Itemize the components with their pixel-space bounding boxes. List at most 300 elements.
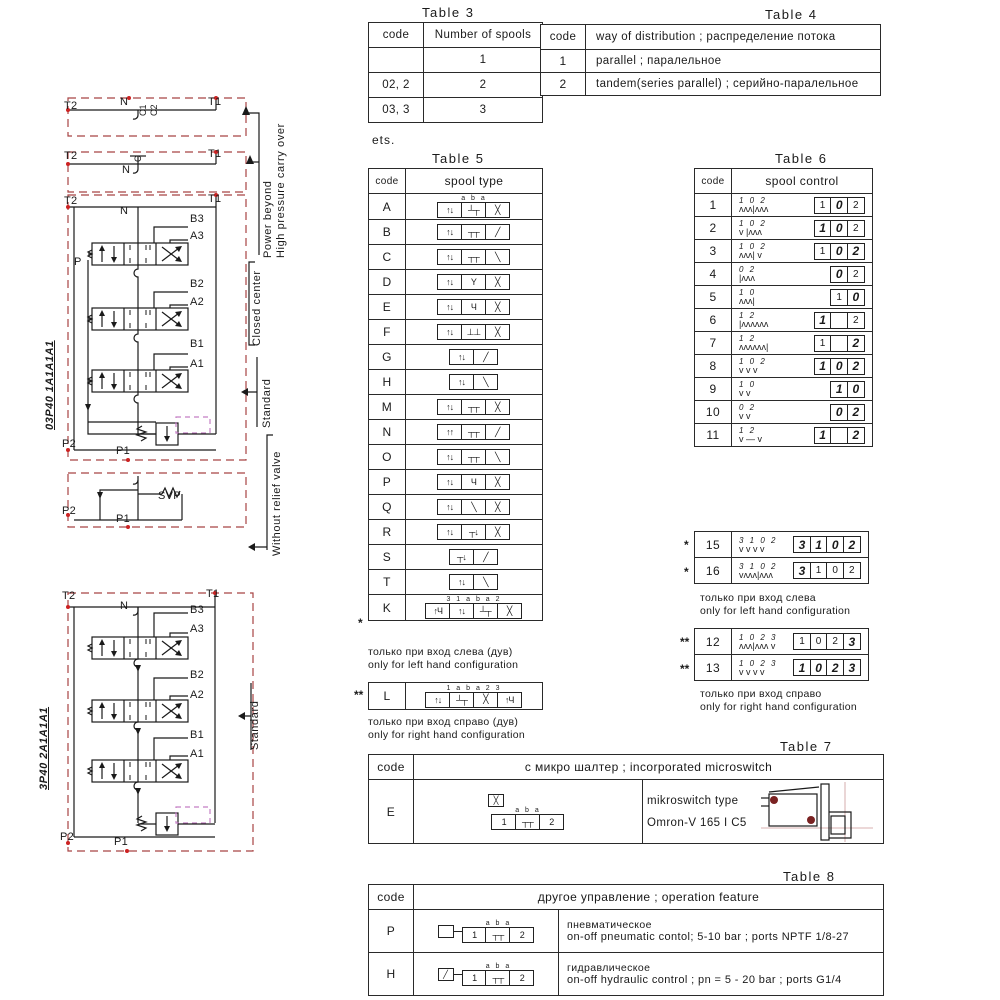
control-code: 6 bbox=[695, 309, 732, 332]
t5-row bbox=[369, 245, 543, 270]
table-6-extra-right bbox=[694, 628, 869, 681]
valve-symbol bbox=[450, 549, 498, 565]
port-label-p2: P2 bbox=[62, 505, 77, 517]
spool-code: D bbox=[369, 270, 406, 295]
spool-code: N bbox=[369, 420, 406, 445]
table3-footnote: ets. bbox=[372, 133, 396, 147]
spool-type-cell bbox=[406, 320, 543, 345]
t3-cell: 2 bbox=[424, 73, 543, 98]
t7-header-code: code bbox=[369, 755, 414, 780]
control-glyph-stack bbox=[739, 537, 777, 553]
position-boxes bbox=[815, 427, 865, 444]
spring-detent-glyph: |ʌʌʌʌʌʌ bbox=[739, 319, 769, 329]
t6-header-control: spool control bbox=[732, 169, 873, 194]
valve-section: 2 bbox=[539, 814, 564, 830]
port-label-n: N bbox=[122, 164, 131, 176]
table-5-l-row bbox=[368, 682, 543, 710]
spool-control-cell bbox=[732, 217, 873, 240]
position-box: 2 bbox=[847, 312, 865, 329]
side-label-power-beyond bbox=[262, 123, 288, 258]
port-label-t1: T1 bbox=[208, 193, 222, 205]
t8-row-code: H bbox=[369, 953, 414, 996]
position-boxes bbox=[832, 404, 865, 421]
spool-control-cell bbox=[732, 655, 869, 681]
position-numbers: 1 0 2 3 bbox=[739, 632, 778, 642]
port-label-b1: B1 bbox=[190, 338, 205, 350]
position-box: 1 bbox=[810, 562, 828, 579]
port-label-a1: A1 bbox=[190, 358, 205, 370]
spool-code: M bbox=[369, 395, 406, 420]
table5-title: Table 5 bbox=[432, 151, 485, 166]
position-boxes bbox=[795, 536, 861, 553]
valve-symbol bbox=[492, 796, 563, 830]
port-label-p2: P2 bbox=[62, 438, 77, 450]
position-boxes bbox=[815, 243, 865, 260]
valve-symbol bbox=[426, 692, 521, 708]
control-code: 1 bbox=[695, 194, 732, 217]
t6-row bbox=[695, 655, 869, 681]
spool-control-cell bbox=[732, 532, 869, 558]
position-boxes bbox=[815, 358, 865, 375]
table-5 bbox=[368, 168, 543, 621]
port-label-t2: T2 bbox=[64, 150, 78, 162]
spring-detent-glyph: ʌʌʌʌʌʌ| bbox=[739, 342, 769, 352]
spool-control-cell bbox=[732, 355, 873, 378]
model-label-bottom: 3P40 2A1A1A1 bbox=[38, 706, 50, 790]
spool-control-cell bbox=[732, 332, 873, 355]
t6-row bbox=[695, 532, 869, 558]
position-box: 1 bbox=[830, 381, 848, 398]
valve-section: ╳ bbox=[485, 399, 510, 415]
port-label-p1: P1 bbox=[116, 513, 131, 525]
spool-control-cell bbox=[732, 629, 869, 655]
t8-row0-en: on-off pneumatic contol; 5-10 bar ; ports NPTF 1/8-27 bbox=[567, 931, 850, 943]
t5-row bbox=[369, 495, 543, 520]
table-7 bbox=[368, 754, 884, 844]
spring-detent-glyph: ʌʌʌ| v bbox=[739, 250, 762, 260]
t3-cell bbox=[369, 48, 424, 73]
port-label-b3: B3 bbox=[190, 213, 205, 225]
t3-cell: 1 bbox=[424, 48, 543, 73]
t5-row bbox=[369, 445, 543, 470]
position-numbers: 1 0 bbox=[739, 288, 757, 297]
valve-section: ┬┬ bbox=[461, 449, 486, 465]
position-boxes bbox=[815, 220, 865, 237]
port-label-p1: P1 bbox=[114, 836, 129, 848]
t5-header-type: spool type bbox=[406, 169, 543, 194]
position-box: 0 bbox=[810, 659, 828, 676]
control-glyph-stack bbox=[739, 312, 768, 328]
valve-ticks: a b a bbox=[515, 807, 541, 814]
valve-section: ↑↓ bbox=[437, 224, 462, 240]
control-glyph-stack bbox=[739, 289, 756, 305]
valve-section: 2 bbox=[509, 927, 534, 943]
valve-symbol bbox=[450, 374, 498, 390]
t6-row bbox=[695, 378, 873, 401]
spool-control-cell bbox=[732, 286, 873, 309]
valve-section: ┬┬ bbox=[461, 399, 486, 415]
t6-row bbox=[695, 217, 873, 240]
t5-note-right bbox=[368, 716, 525, 742]
valve-section: ╳ bbox=[485, 324, 510, 340]
t5-note-right-ru: только при вход справо (дув) bbox=[368, 716, 519, 728]
position-numbers: 0 2 bbox=[739, 403, 757, 412]
table4-title: Table 4 bbox=[765, 7, 818, 22]
position-box: 0 bbox=[830, 358, 848, 375]
valve-section: 2 bbox=[509, 970, 534, 986]
control-code: 7 bbox=[695, 332, 732, 355]
valve-symbol bbox=[463, 970, 534, 986]
t3-cell: 02, 2 bbox=[369, 73, 424, 98]
t6-note-left-en: only for left hand configuration bbox=[700, 605, 851, 617]
port-label-b1: B1 bbox=[190, 729, 205, 741]
position-boxes bbox=[832, 266, 865, 283]
position-box: 0 bbox=[847, 381, 865, 398]
valve-section: Ч bbox=[461, 299, 486, 315]
table-6-extra-left bbox=[694, 531, 869, 584]
t5-row bbox=[369, 220, 543, 245]
control-glyph-stack bbox=[739, 404, 756, 420]
valve-section: ↑↓ bbox=[449, 574, 474, 590]
valve-section: ↑↓ bbox=[449, 603, 474, 619]
port-label-t2: T2 bbox=[64, 100, 78, 112]
position-box: 0 bbox=[830, 220, 848, 237]
valve-symbol bbox=[438, 274, 509, 290]
t5-row bbox=[369, 683, 543, 710]
port-label-t2: T2 bbox=[64, 195, 78, 207]
model-label-top: 03P40 1A1A1A1 bbox=[44, 340, 56, 430]
valve-section: ↑↓ bbox=[437, 249, 462, 265]
spool-type-cell bbox=[406, 545, 543, 570]
valve-section: ┬┬ bbox=[461, 224, 486, 240]
control-glyph-stack bbox=[739, 243, 767, 259]
valve-section: ┴┬ bbox=[473, 603, 498, 619]
t6-row bbox=[695, 401, 873, 424]
spool-code: O bbox=[369, 445, 406, 470]
spring-detent-glyph: ʌʌʌ|ʌʌʌ v bbox=[739, 640, 776, 651]
spool-type-cell bbox=[406, 495, 543, 520]
t7-symbol-cell bbox=[414, 780, 643, 844]
spool-control-cell bbox=[732, 194, 873, 217]
position-numbers: 3 1 0 2 bbox=[739, 561, 778, 571]
valve-section: ↑Ч bbox=[425, 603, 450, 619]
valve-ticks: 1 a b a 2 3 bbox=[446, 684, 502, 692]
t5-row bbox=[369, 345, 543, 370]
spool-type-cell bbox=[406, 194, 543, 220]
spring-detent-glyph: v v v bbox=[739, 365, 758, 375]
spool-code: F bbox=[369, 320, 406, 345]
spring-detent-glyph: v — v bbox=[739, 434, 763, 444]
t8-valve-symbol bbox=[438, 963, 534, 986]
side-label-standard-bottom: Standard bbox=[249, 700, 261, 750]
spring-detent-glyph: v v v v bbox=[739, 666, 765, 677]
t6-header-code: code bbox=[695, 169, 732, 194]
control-glyph-stack bbox=[739, 660, 777, 676]
valve-symbol bbox=[438, 499, 509, 515]
spring-detent-glyph: |ʌʌʌ bbox=[739, 273, 755, 283]
table-4 bbox=[540, 24, 881, 96]
position-box: 1 bbox=[814, 358, 832, 375]
position-box: 1 bbox=[793, 633, 811, 650]
control-glyph-stack bbox=[739, 197, 768, 213]
power-beyond-line2: High pressure carry over bbox=[275, 123, 287, 258]
t6-row bbox=[695, 355, 873, 378]
valve-section: 1 bbox=[462, 927, 487, 943]
valve-section: ↑↓ bbox=[437, 324, 462, 340]
position-numbers: 1 2 bbox=[739, 334, 757, 343]
spool-code: H bbox=[369, 370, 406, 395]
t5-note-left-ru: только при вход слева (дув) bbox=[368, 646, 513, 658]
port-label-a1: A1 bbox=[190, 748, 205, 760]
spool-type-cell bbox=[406, 395, 543, 420]
position-box: 2 bbox=[843, 562, 861, 579]
t7-line1: mikroswitch type bbox=[647, 794, 739, 807]
table8-title: Table 8 bbox=[783, 869, 836, 884]
valve-section: ┴┬ bbox=[449, 692, 474, 708]
valve-section: 1 bbox=[462, 970, 487, 986]
t5-row bbox=[369, 545, 543, 570]
valve-section: Y bbox=[461, 274, 486, 290]
spool-code: Q bbox=[369, 495, 406, 520]
position-box: 1 bbox=[814, 335, 832, 352]
port-label-svp: SVP bbox=[158, 490, 181, 502]
t5-row bbox=[369, 395, 543, 420]
port-label-t2: T2 bbox=[62, 590, 76, 602]
valve-section: ┬┬ bbox=[515, 814, 540, 830]
valve-symbol bbox=[438, 424, 509, 440]
spring-detent-glyph: v |ʌʌʌ bbox=[739, 227, 762, 237]
port-label-p1: P1 bbox=[116, 445, 131, 457]
spool-type-cell bbox=[406, 420, 543, 445]
valve-section: 1 bbox=[491, 814, 516, 830]
spool-code: B bbox=[369, 220, 406, 245]
side-label-without-relief: Without relief valve bbox=[271, 451, 283, 556]
valve-symbol bbox=[438, 202, 509, 218]
table-6 bbox=[694, 168, 873, 447]
side-label-closed-center: Closed center bbox=[251, 270, 263, 346]
t4-cell: tandem(series parallel) ; серийно-паралельное bbox=[586, 73, 881, 96]
position-box: 1 bbox=[814, 220, 832, 237]
position-box: 2 bbox=[847, 358, 865, 375]
position-box: 0 bbox=[826, 536, 844, 553]
valve-symbol bbox=[438, 324, 509, 340]
valve-section: ↑↓ bbox=[437, 499, 462, 515]
t6-row bbox=[695, 332, 873, 355]
double-asterisk-mark: ** bbox=[680, 662, 690, 676]
position-box: 0 bbox=[830, 197, 848, 214]
spool-code: C bbox=[369, 245, 406, 270]
control-code: 2 bbox=[695, 217, 732, 240]
position-box: 2 bbox=[847, 197, 865, 214]
control-glyph-stack bbox=[739, 563, 777, 579]
asterisk-mark: * bbox=[684, 538, 689, 552]
valve-section: ↑↑ bbox=[437, 424, 462, 440]
t6-row bbox=[695, 309, 873, 332]
spool-control-cell bbox=[732, 558, 869, 584]
position-boxes bbox=[832, 381, 865, 398]
table6-title: Table 6 bbox=[775, 151, 828, 166]
spool-type-cell bbox=[406, 245, 543, 270]
t6-row bbox=[695, 263, 873, 286]
spool-type-cell bbox=[406, 683, 543, 710]
valve-symbol bbox=[438, 920, 534, 943]
position-numbers: 1 0 2 bbox=[739, 357, 767, 366]
control-code: 8 bbox=[695, 355, 732, 378]
port-label-t1: T1 bbox=[208, 148, 222, 160]
t8-row1-ru: гидравлическое bbox=[567, 962, 651, 974]
table-3 bbox=[368, 22, 543, 123]
control-code: 12 bbox=[695, 629, 732, 655]
spool-control-cell bbox=[732, 263, 873, 286]
valve-symbol bbox=[492, 814, 563, 830]
valve-section: ↑↓ bbox=[437, 202, 462, 218]
position-numbers: 3 1 0 2 bbox=[739, 535, 778, 545]
valve-symbol bbox=[438, 449, 509, 465]
t6-note-right-en: only for right hand configuration bbox=[700, 701, 857, 713]
port-label-n: N bbox=[120, 205, 129, 217]
t5-row bbox=[369, 295, 543, 320]
position-boxes bbox=[815, 312, 865, 329]
spool-code: K bbox=[369, 595, 406, 621]
valve-ticks: a b a bbox=[485, 919, 512, 927]
t5-row bbox=[369, 270, 543, 295]
spool-control-cell bbox=[732, 309, 873, 332]
position-box: 0 bbox=[830, 404, 848, 421]
spool-code: L bbox=[369, 683, 406, 710]
spring-detent-glyph: v v v v bbox=[739, 543, 765, 554]
position-box: 1 bbox=[814, 427, 832, 444]
spool-type-cell bbox=[406, 520, 543, 545]
position-box: 2 bbox=[826, 659, 844, 676]
position-box bbox=[830, 312, 848, 329]
port-label-p: P bbox=[74, 256, 82, 268]
control-code: 13 bbox=[695, 655, 732, 681]
t6-row bbox=[695, 629, 869, 655]
valve-section: ↑↓ bbox=[437, 274, 462, 290]
port-label-a3: A3 bbox=[190, 623, 205, 635]
double-asterisk-mark: ** bbox=[354, 688, 364, 702]
t7-row-code: E bbox=[369, 780, 414, 844]
valve-section: ↑↓ bbox=[437, 449, 462, 465]
position-box: 2 bbox=[847, 335, 865, 352]
valve-section: ╲ bbox=[461, 499, 486, 515]
t4-header-code: code bbox=[541, 25, 586, 50]
position-box: 2 bbox=[847, 404, 865, 421]
position-box: 2 bbox=[847, 427, 865, 444]
position-box: 1 bbox=[793, 659, 811, 676]
spring-detent-glyph: ʌʌʌ|ʌʌʌ bbox=[739, 204, 769, 214]
t7-line2: Omron-V 165 I C5 bbox=[647, 816, 747, 829]
valve-section: ╲ bbox=[485, 449, 510, 465]
position-box: 1 bbox=[814, 312, 832, 329]
port-label-c2: C2 bbox=[149, 104, 159, 116]
port-label-c1: C1 bbox=[138, 104, 148, 116]
position-numbers: 1 0 2 bbox=[739, 196, 767, 205]
t6-row bbox=[695, 194, 873, 217]
port-label-b2: B2 bbox=[190, 669, 205, 681]
valve-section: ↑↓ bbox=[449, 349, 474, 365]
t8-valve-symbol bbox=[438, 920, 534, 943]
port-label-a3: A3 bbox=[190, 230, 205, 242]
position-numbers: 1 0 2 3 bbox=[739, 658, 778, 668]
valve-section: ╲ bbox=[473, 574, 498, 590]
t8-row0-ru: пневматическое bbox=[567, 919, 652, 931]
t3-cell: 03, 3 bbox=[369, 98, 424, 123]
position-numbers: 1 0 bbox=[739, 380, 757, 389]
position-box: 1 bbox=[814, 243, 832, 260]
power-beyond-line1: Power beyond bbox=[262, 180, 274, 258]
valve-symbol bbox=[450, 349, 498, 365]
valve-section: ╳ bbox=[485, 524, 510, 540]
t7-valve-symbol bbox=[492, 796, 563, 830]
position-box: 0 bbox=[830, 266, 848, 283]
t5-note-left-en: only for left hand configuration bbox=[368, 659, 519, 671]
control-code: 4 bbox=[695, 263, 732, 286]
t5-note-left bbox=[368, 646, 518, 672]
position-numbers: 1 2 bbox=[739, 311, 757, 320]
spring-detent-glyph: v v bbox=[739, 388, 751, 398]
t8-symbol-cell bbox=[414, 910, 559, 953]
t5-row bbox=[369, 194, 543, 220]
pilot-box: ╳ bbox=[488, 794, 504, 807]
t6-note-right-ru: только при вход справо bbox=[700, 688, 822, 700]
valve-section: ╲ bbox=[473, 374, 498, 390]
spool-control-cell bbox=[732, 240, 873, 263]
port-label-n: N bbox=[120, 600, 129, 612]
valve-section: ↑↓ bbox=[425, 692, 450, 708]
position-box: 1 bbox=[814, 197, 832, 214]
position-box: 3 bbox=[793, 562, 811, 579]
t8-text-cell bbox=[559, 910, 884, 953]
t3-cell: 3 bbox=[424, 98, 543, 123]
valve-section: ╲ bbox=[485, 249, 510, 265]
spool-code: A bbox=[369, 194, 406, 220]
position-box: 3 bbox=[793, 536, 811, 553]
valve-section: ╳ bbox=[485, 499, 510, 515]
port-label-n: N bbox=[120, 96, 129, 108]
port-label-t1: T1 bbox=[208, 96, 222, 108]
spool-type-cell bbox=[406, 445, 543, 470]
position-box: 1 bbox=[830, 289, 848, 306]
valve-section: ┬↓ bbox=[449, 549, 474, 565]
valve-section: ╳ bbox=[485, 474, 510, 490]
valve-ticks: 3 1 a b a 2 bbox=[446, 596, 502, 603]
port-label-a2: A2 bbox=[190, 296, 205, 308]
spool-control-cell bbox=[732, 401, 873, 424]
valve-section: ↑↓ bbox=[437, 299, 462, 315]
t6-row bbox=[695, 558, 869, 584]
control-glyph-stack bbox=[739, 220, 767, 236]
valve-section: ╳ bbox=[485, 274, 510, 290]
valve-section: ╳ bbox=[485, 202, 510, 218]
valve-section: ┬┬ bbox=[461, 249, 486, 265]
t5-header-code: code bbox=[369, 169, 406, 194]
spool-type-cell bbox=[406, 345, 543, 370]
valve-section: ┬↓ bbox=[461, 524, 486, 540]
valve-section: ↑Ч bbox=[497, 692, 522, 708]
valve-section: ↑↓ bbox=[437, 524, 462, 540]
position-box: 1 bbox=[810, 536, 828, 553]
position-boxes bbox=[795, 562, 861, 579]
position-box: 0 bbox=[810, 633, 828, 650]
t5-row bbox=[369, 420, 543, 445]
valve-symbol bbox=[463, 927, 534, 943]
t4-header-way: way of distribution ; распределение потока bbox=[586, 25, 881, 50]
t8-row-code: P bbox=[369, 910, 414, 953]
port-label-p2: P2 bbox=[60, 831, 75, 843]
control-code: 10 bbox=[695, 401, 732, 424]
valve-symbol bbox=[426, 603, 521, 619]
